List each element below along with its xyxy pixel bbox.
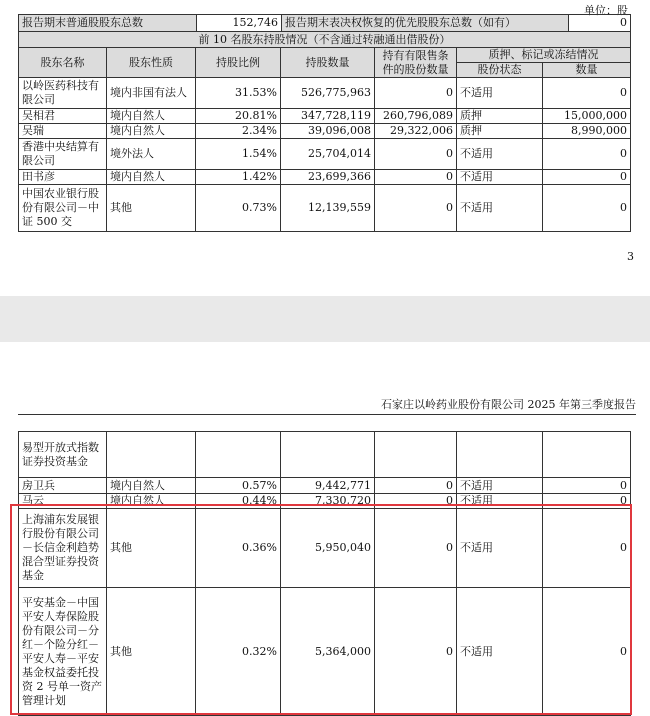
cell-nature: 其他 [107,509,196,588]
cell-ratio: 31.53% [196,78,281,109]
summary-value-preferred: 0 [569,15,631,32]
cell-qty [543,432,631,478]
cell-ratio: 0.44% [196,494,281,509]
cell-ratio: 2.34% [196,124,281,139]
cell-status [457,432,543,478]
summary-label-common: 报告期末普通股股东总数 [19,15,197,32]
cell-status: 不适用 [457,509,543,588]
top10-table-page1 [18,47,631,232]
cell-shares: 526,775,963 [281,78,375,109]
cell-shares: 25,704,014 [281,139,375,170]
table-row [19,432,631,478]
cell-status: 质押 [457,124,543,139]
table-row [19,139,631,170]
cell-shares: 5,950,040 [281,509,375,588]
cell-restricted: 260,796,089 [375,109,457,124]
cell-ratio: 20.81% [196,109,281,124]
summary-label-preferred: 报告期末表决权恢复的优先股股东总数（如有） [282,15,569,32]
table-row [19,109,631,124]
cell-name: 吴瑞 [19,124,107,139]
page-header: 石家庄以岭药业股份有限公司 2025 年第三季度报告 [381,398,636,411]
summary-table [18,14,631,48]
cell-restricted: 0 [375,185,457,232]
cell-name: 田书彦 [19,170,107,185]
cell-restricted: 0 [375,494,457,509]
cell-ratio: 0.32% [196,588,281,716]
cell-ratio: 0.36% [196,509,281,588]
cell-shares: 347,728,119 [281,109,375,124]
cell-name: 易型开放式指数证券投资基金 [19,432,107,478]
cell-restricted: 0 [375,509,457,588]
col-header-shares: 持股数量 [281,48,375,78]
cell-restricted [375,432,457,478]
cell-status: 不适用 [457,139,543,170]
cell-ratio: 0.57% [196,478,281,494]
cell-name: 吴相君 [19,109,107,124]
cell-nature: 其他 [107,185,196,232]
cell-shares: 39,096,008 [281,124,375,139]
cell-ratio: 1.42% [196,170,281,185]
cell-shares: 7,330,720 [281,494,375,509]
cell-status: 不适用 [457,494,543,509]
cell-restricted: 0 [375,478,457,494]
col-header-restricted: 持有有限售条件的股份数量 [375,48,457,78]
cell-shares: 9,442,771 [281,478,375,494]
cell-qty: 0 [543,185,631,232]
cell-qty: 0 [543,509,631,588]
cell-qty: 8,990,000 [543,124,631,139]
cell-status: 质押 [457,109,543,124]
col-header-pledge-status: 股份状态 [457,63,543,78]
cell-shares: 12,139,559 [281,185,375,232]
cell-name: 平安基金－中国平安人寿保险股份有限公司－分红－个险分红－平安人寿－平安基金权益委托投资 2 号单一资产管理计划 [19,588,107,716]
cell-nature: 境内自然人 [107,494,196,509]
cell-nature: 境外法人 [107,139,196,170]
cell-nature: 境内自然人 [107,124,196,139]
cell-shares [281,432,375,478]
cell-ratio: 0.73% [196,185,281,232]
cell-restricted: 29,322,006 [375,124,457,139]
table-row [19,185,631,232]
cell-nature [107,432,196,478]
cell-qty: 0 [543,170,631,185]
cell-name: 中国农业银行股份有限公司－中证 500 交 [19,185,107,232]
table-row [19,78,631,109]
cell-ratio [196,432,281,478]
cell-nature: 境内非国有法人 [107,78,196,109]
table-row [19,170,631,185]
table-row [19,478,631,494]
cell-status: 不适用 [457,185,543,232]
col-header-nature: 股东性质 [107,48,196,78]
col-header-name: 股东名称 [19,48,107,78]
cell-name: 上海浦东发展银行股份有限公司－长信金利趋势混合型证券投资基金 [19,509,107,588]
page-number: 3 [627,250,634,263]
report-page-1 [0,0,650,296]
summary-value-common: 152,746 [197,15,282,32]
cell-qty: 15,000,000 [543,109,631,124]
cell-qty: 0 [543,78,631,109]
cell-name: 香港中央结算有限公司 [19,139,107,170]
cell-restricted: 0 [375,170,457,185]
cell-status: 不适用 [457,170,543,185]
cell-shares: 23,699,366 [281,170,375,185]
cell-nature: 境内自然人 [107,170,196,185]
cell-status: 不适用 [457,588,543,716]
report-page-2 [0,342,650,716]
cell-qty: 0 [543,139,631,170]
col-header-pledge-qty: 数量 [543,63,631,78]
cell-restricted: 0 [375,139,457,170]
cell-restricted: 0 [375,78,457,109]
col-header-ratio: 持股比例 [196,48,281,78]
cell-nature: 境内自然人 [107,109,196,124]
cell-restricted: 0 [375,588,457,716]
cell-qty: 0 [543,588,631,716]
cell-qty: 0 [543,478,631,494]
cell-nature: 境内自然人 [107,478,196,494]
highlight-box [10,504,632,715]
cell-name: 马云 [19,494,107,509]
table-row [19,124,631,139]
cell-status: 不适用 [457,478,543,494]
page-gap [0,296,650,342]
cell-shares: 5,364,000 [281,588,375,716]
cell-qty: 0 [543,494,631,509]
cell-ratio: 1.54% [196,139,281,170]
cell-name: 以岭医药科技有限公司 [19,78,107,109]
cell-status: 不适用 [457,78,543,109]
col-header-pledge-group: 质押、标记或冻结情况 [457,48,631,63]
cell-name: 房卫兵 [19,478,107,494]
header-divider [18,414,636,415]
top10-title: 前 10 名股东持股情况（不含通过转融通出借股份） [19,32,631,48]
cell-nature: 其他 [107,588,196,716]
unit-label: 单位：股 [584,4,628,17]
